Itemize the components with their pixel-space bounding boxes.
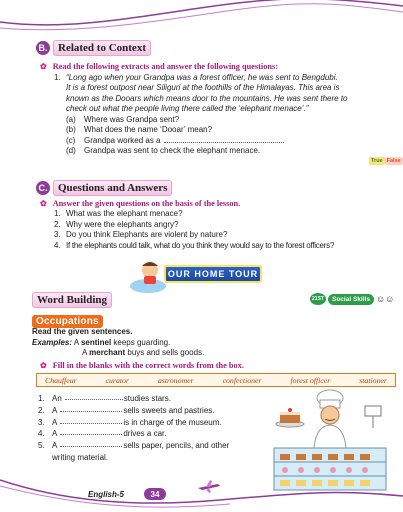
extract-line-3: known as the Dooars which means door to the mountains. He was sent there to: [66, 93, 348, 103]
skills-badge-small: 21ST: [310, 293, 326, 305]
question-4: 4. If the elephants could talk, what do you think they would say to the forest officers?: [54, 240, 335, 250]
extract-line-4: check out what the people living there called the ‘elephant menace’.”: [66, 103, 309, 113]
star-icon: ✿: [40, 199, 47, 208]
section-c-title: Questions and Answers: [53, 180, 172, 196]
social-skills-tag: [310, 293, 394, 305]
question-b: (b) What does the name ‘Dooar’ mean?: [66, 125, 213, 135]
section-b-title: Related to Context: [53, 40, 151, 56]
true-label[interactable]: True: [371, 158, 383, 164]
examples: Examples: A sentinel keeps guarding. A merchant buys and sells goods.: [32, 338, 205, 358]
question-3: 3. Do you think Elephants are violent by nature?: [54, 230, 228, 240]
footer-book-title: English-5: [88, 490, 125, 499]
word-building-title: Word Building: [32, 292, 112, 308]
true-false-tag[interactable]: [369, 157, 403, 165]
blank-4[interactable]: [60, 428, 122, 435]
our-home-tour-banner[interactable]: OUR HOME TOUR: [164, 265, 262, 283]
false-label[interactable]: False: [386, 158, 401, 164]
section-b-header: [36, 40, 151, 56]
question-2: 2. Why were the elephants angry?: [54, 219, 179, 229]
word-box: [36, 373, 396, 387]
box-word-stationer: stationer: [359, 375, 387, 385]
fill-item-5-continued: writing material.: [52, 452, 109, 462]
box-word-astronomer: astronomer: [157, 375, 194, 385]
extract-passage: 1. “Long ago when your Grandpa was a forest officer, he was sent to Bengdubi. It is a forest outpost near Siliguri at the foothills of the Himalayas. This area is known as the Dooars which means door to the mountains. He was sent there to check out what the people living there called the ‘elephant menace’.”: [54, 73, 399, 114]
question-1: 1. What was the elephant menace?: [54, 209, 183, 218]
blank-3[interactable]: [60, 417, 122, 424]
box-word-forest-officer: forest officer: [290, 375, 331, 385]
section-c-instruction: ✿ Answer the given questions on the basis of the lesson.: [40, 199, 241, 208]
extract-questions: [66, 115, 396, 156]
star-icon: ✿: [40, 62, 47, 71]
blank-5[interactable]: [60, 440, 122, 447]
read-sentences-instruction: Read the given sentences.: [32, 327, 133, 336]
fill-item-1: 1. An studies stars.: [38, 394, 171, 403]
cartoon-kid-illustration: [128, 256, 168, 296]
section-c-questions: [54, 209, 399, 251]
question-a: (a) Where was Grandpa sent?: [66, 115, 180, 124]
example-word-sentinel: sentinel: [80, 338, 112, 347]
answer-blank[interactable]: [164, 136, 284, 143]
section-b-badge: B.: [36, 41, 50, 55]
section-c-badge: C.: [36, 181, 50, 195]
fill-item-4: 4. A drives a car.: [38, 429, 167, 439]
example-word-merchant: merchant: [89, 348, 126, 358]
occupations-heading: Occupations: [32, 315, 103, 328]
box-word-confectioner: confectioner: [222, 375, 262, 385]
social-skills-label: Social Skills: [328, 294, 374, 305]
box-word-curator: curator: [105, 375, 129, 385]
fill-blanks-instruction: ✿ Fill in the blanks with the correct words from the box.: [40, 361, 244, 370]
fill-item-2: 2. A sells sweets and pastries.: [38, 405, 215, 415]
question-d: (d) Grandpa was sent to check the elephant menace.: [66, 145, 261, 155]
box-word-chauffeur: Chauffeur: [45, 375, 77, 385]
star-icon: ✿: [40, 361, 47, 370]
section-c-header: [36, 180, 172, 196]
top-swoosh-decoration: [0, 0, 403, 40]
page-number: 34: [144, 488, 166, 500]
airplane-icon: [196, 478, 222, 494]
extract-line-2: It is a forest outpost near Siliguri at the foothills of the Himalayas. This area is: [66, 83, 340, 93]
fill-blank-items: [38, 393, 258, 464]
question-c: (c) Grandpa worked as a: [66, 136, 396, 146]
fill-item-5: 5. A sells paper, pencils, and other: [38, 441, 230, 451]
section-b-instruction: ✿ Read the following extracts and answer the following questions:: [40, 62, 278, 71]
blank-1[interactable]: [65, 393, 123, 400]
examples-label: Examples:: [32, 338, 73, 347]
blank-2[interactable]: [60, 405, 122, 412]
people-icon: ☺☺: [375, 294, 395, 304]
fill-item-3: 3. A is in charge of the museum.: [38, 417, 222, 427]
extract-line-1: “Long ago when your Grandpa was a forest officer, he was sent to Bengdubi.: [66, 73, 338, 82]
